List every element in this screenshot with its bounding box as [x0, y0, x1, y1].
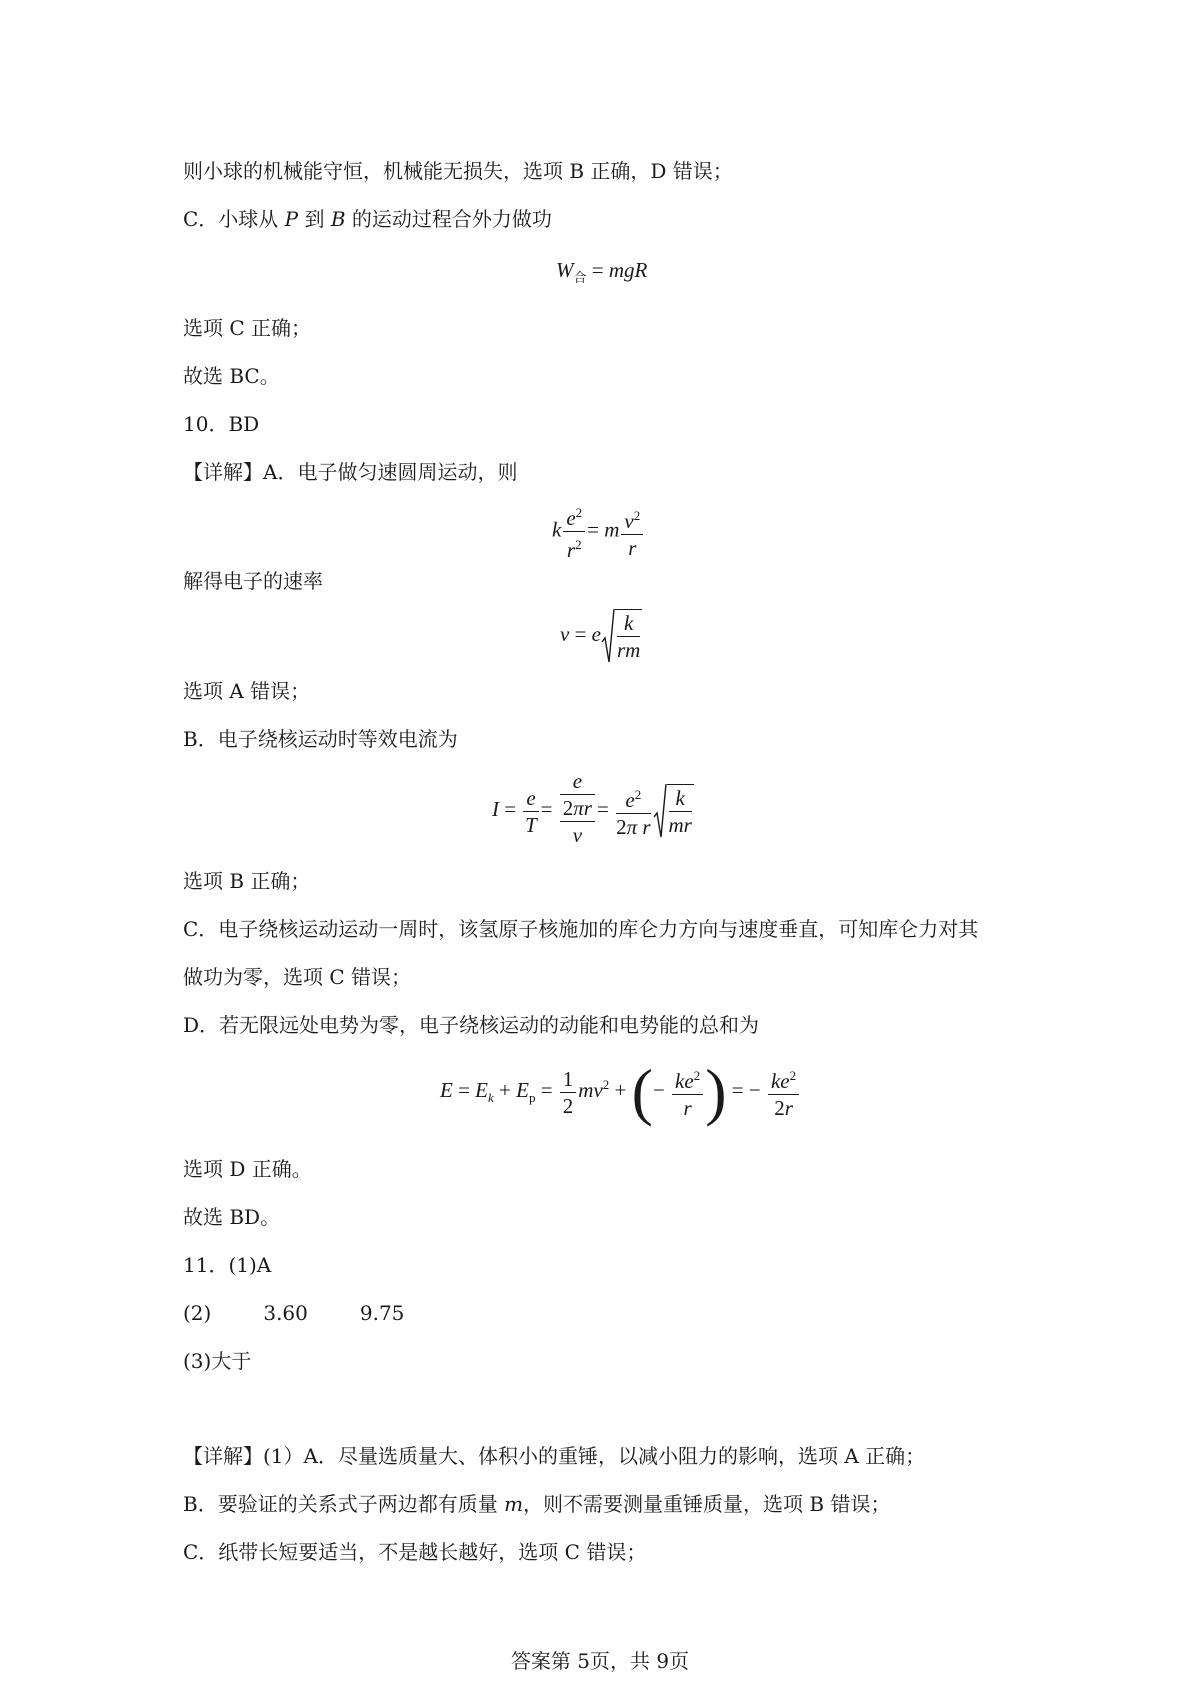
text-line	[183, 1300, 404, 1326]
text-line: C．电子绕核运动运动一周时，该氢原子核施加的库仑力方向与速度垂直，可知库仑力对其	[183, 917, 979, 941]
text-span: 3.60	[263, 1301, 308, 1325]
text-span: 到	[298, 207, 331, 231]
text-line: 【详解】(1）A．尽量选质量大、体积小的重锤，以减小阻力的影响，选项 A 正确；	[183, 1444, 926, 1468]
text-line: 选项 C 正确；	[183, 316, 312, 340]
text-line: 【详解】A．电子做匀速圆周运动，则	[183, 460, 518, 484]
text-line: 11．(1)A	[183, 1253, 272, 1277]
page-footer: 答案第 5页，共 9页	[510, 1649, 690, 1673]
text-line: 解得电子的速率	[183, 569, 323, 593]
text-line: D．若无限远处电势为零，电子绕核运动的动能和电势能的总和为	[183, 1013, 760, 1037]
text-line	[183, 1491, 890, 1517]
text-line: C．纸带长短要适当，不是越长越好，选项 C 错误；	[183, 1540, 647, 1564]
equation-energy: $E = E_k + E_p$ = $\frac{1}{2}$ $mv^2$ + (− $\frac{ke^2}{r}$ ) = − $\frac{ke^2}{2r}$	[440, 1060, 801, 1124]
equation-current: I = $\frac{e}{T}$ = e 2πr v = $\frac{e^2}{\text{2π r}}$ $\frac{k}{mr}$	[492, 769, 692, 847]
text-span: 9.75	[359, 1301, 405, 1325]
equation-velocity: v = e $\frac{k}{rm}$	[560, 611, 641, 662]
text-line: 选项 B 正确；	[183, 869, 311, 893]
text-line: 则小球的机械能守恒，机械能无损失，选项 B 正确，D 错误；	[183, 159, 733, 183]
text-span: (2)	[183, 1301, 212, 1325]
text-line: (3)大于	[183, 1349, 252, 1373]
text-line: 选项 D 正确。	[183, 1157, 312, 1181]
text-span: 的运动过程合外力做功	[345, 207, 552, 231]
text-line: 10．BD	[183, 412, 260, 436]
text-span: B．要验证的关系式子两边都有质量	[183, 1492, 505, 1516]
equation-work: $W_合$ = mgR	[556, 258, 648, 285]
text-line: 故选 BD。	[183, 1205, 281, 1229]
equation-coulomb: k $\frac{e^2}{r^2}$ = m $\frac{v^2}{r}$	[552, 500, 645, 563]
text-span: B	[330, 207, 346, 231]
text-line: B．电子绕核运动时等效电流为	[183, 727, 458, 751]
text-line: 故选 BC。	[183, 364, 280, 388]
text-line: 做功为零，选项 C 错误；	[183, 965, 412, 989]
text-line	[183, 206, 552, 232]
text-span: P	[284, 207, 299, 231]
text-span: ，则不需要测量重锤质量，选项 B 错误；	[523, 1492, 891, 1516]
text-span: m	[504, 1492, 524, 1516]
text-span: C．小球从	[183, 207, 285, 231]
text-line: 选项 A 错误；	[183, 679, 311, 703]
